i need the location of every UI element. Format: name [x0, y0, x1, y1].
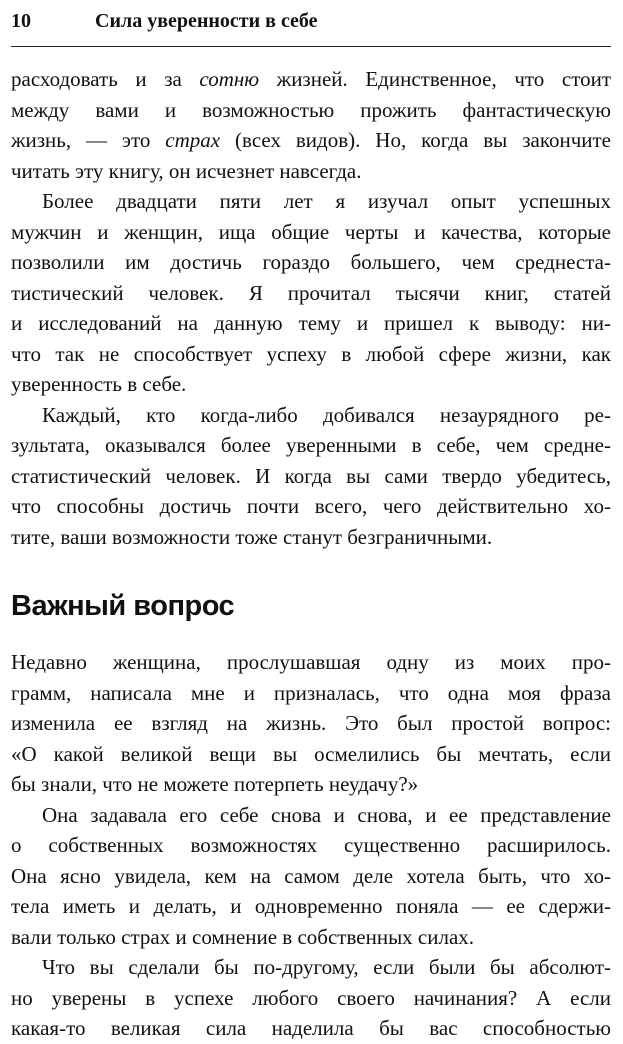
text-line: Она ясно увидела, кем на самом деле хотела быть, что хо-: [11, 863, 611, 888]
section-intro-text: [11, 64, 611, 552]
text-line: бы знали, что не можете потерпеть неудачу?»: [11, 772, 419, 796]
paragraph-6: [11, 952, 611, 1044]
paragraph-3: [11, 400, 611, 553]
text-line: статистический человек. И когда вы сами твердо убедитесь,: [11, 463, 611, 488]
book-title: Сила уверенности в себе: [95, 10, 318, 32]
text-line: тистический человек. Я прочитал тысячи книг, статей: [11, 280, 611, 305]
section-heading: Важный вопрос: [11, 590, 235, 622]
text-line: мужчин и женщин, ища общие черты и качества, которые: [11, 219, 611, 244]
text-line: что способны достичь почти всего, чего действительно хо-: [11, 494, 611, 518]
text-line: Более двадцати пяти лет я изучал опыт успешных: [42, 189, 611, 213]
text-line: какая-то великая сила наделила бы вас способностью: [11, 1016, 611, 1040]
text-line: Каждый, кто когда-либо добивался незаурядного ре-: [42, 402, 611, 427]
section-important-question-text: [11, 647, 611, 1044]
running-header: [11, 6, 611, 36]
text-line: Недавно женщина, прослушавшая одну из моих про-: [11, 650, 611, 674]
text-line: но уверены в успехе любого своего начинания? А если: [11, 985, 611, 1010]
text-line: тела иметь и делать, и одновременно поняла — ее сдержи-: [11, 894, 611, 918]
paragraph-4: [11, 647, 611, 800]
paragraph-5: [11, 800, 611, 953]
book-page: [11, 0, 611, 1044]
paragraph-1: [11, 64, 611, 186]
text-line: вали только страх и сомнение в собственных силах.: [11, 924, 475, 949]
header-rule: [11, 46, 611, 47]
text-line: Она задавала его себе снова и снова, и ее представление: [42, 802, 611, 827]
text-line: уверенность в себе.: [11, 372, 187, 396]
page-number: 10: [11, 10, 31, 32]
text-line: Что вы сделали бы по-другому, если были бы абсолют-: [42, 955, 611, 979]
text-line: жизнь, — это страх (всех видов). Но, когда вы закончите: [11, 128, 611, 152]
paragraph-2: [11, 186, 611, 400]
text-line: грамм, написала мне и призналась, что одна моя фраза: [11, 680, 611, 705]
text-line: о собственных возможностях существенно расширилось.: [11, 833, 611, 857]
text-line: тите, ваши возможности тоже станут безграничными.: [11, 524, 493, 549]
text-line: что так не способствует успеху в любой сфере жизни, как: [11, 341, 611, 366]
text-line: между вами и возможностью прожить фантастическую: [11, 97, 611, 122]
text-line: зультата, оказывался более уверенными в себе, чем средне-: [11, 433, 611, 457]
text-line: и исследований на данную тему и пришел к выводу: ни-: [11, 311, 611, 335]
text-line: читать эту книгу, он исчезнет навсегда.: [11, 158, 362, 183]
text-line: расходовать и за сотню жизней. Единственное, что стоит: [11, 67, 611, 91]
text-line: позволили им достичь гораздо большего, чем среднеста-: [11, 250, 611, 274]
text-line: «О какой великой вещи вы осмелились бы мечтать, если: [11, 741, 611, 766]
text-line: изменила ее взгляд на жизнь. Это был простой вопрос:: [11, 711, 611, 735]
